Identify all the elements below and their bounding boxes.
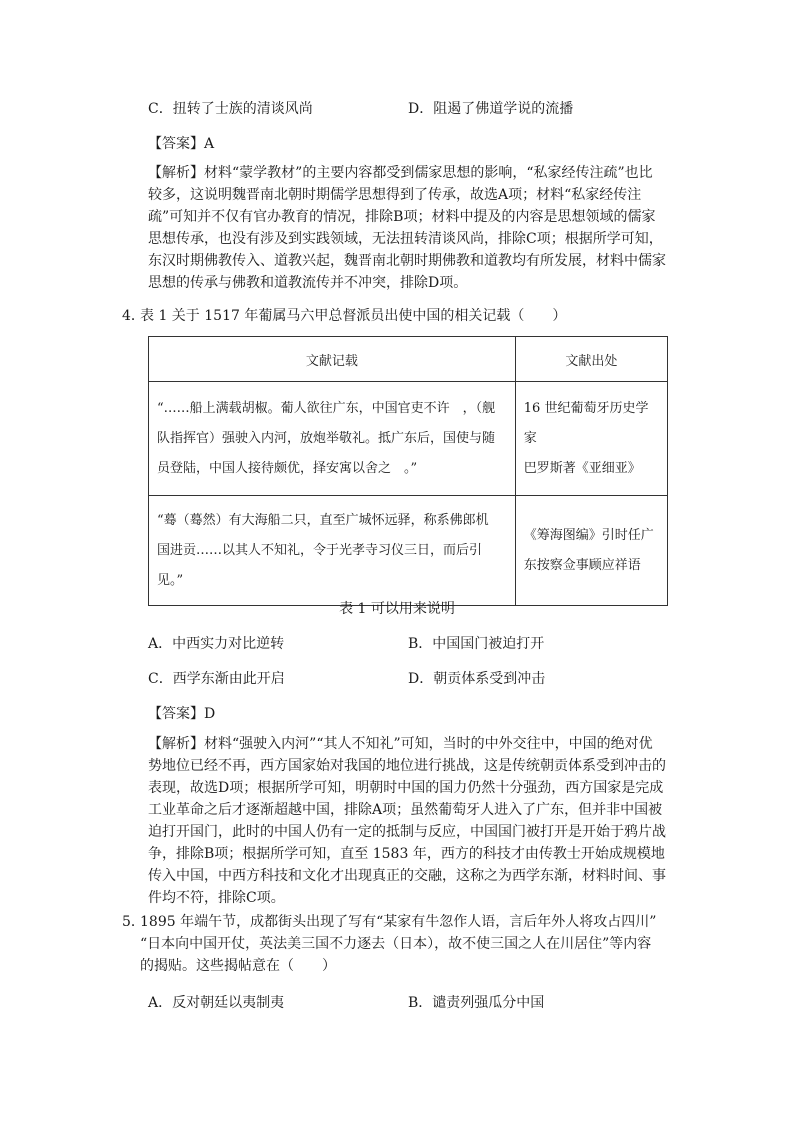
analysis-line: 件均不符，排除C项。: [148, 890, 285, 906]
table-row: [149, 496, 668, 606]
record-line: “……船上满载胡椒。葡人欲往广东，中国官吏不许 ，（舰: [157, 400, 496, 416]
q4-analysis: [148, 733, 668, 909]
q3-option-c[interactable]: [148, 98, 313, 118]
option-text: 中西实力对比逆转: [172, 636, 285, 652]
answer-value: D: [204, 706, 216, 722]
source-cell: [515, 496, 667, 606]
answer-label: 【答案】: [148, 706, 204, 722]
option-text: 西学东渐由此开启: [172, 671, 285, 687]
option-text: 阻遏了佛道学说的流播: [433, 101, 574, 117]
table-row: [149, 382, 668, 496]
source-line: 巴罗斯著《亚细亚》: [523, 460, 641, 476]
q3-option-d[interactable]: [408, 98, 573, 118]
q4-option-c[interactable]: [148, 668, 285, 688]
option-text: 谴责列强瓜分中国: [432, 995, 545, 1011]
analysis-line: 工业革命之后才逐渐超越中国，排除A项；虽然葡萄牙人进入了广东，但并非中国被: [148, 802, 663, 818]
q5-stem: [140, 911, 675, 977]
table-header-row: [149, 337, 668, 382]
option-letter: B．: [408, 636, 433, 652]
analysis-line: 传入中国，中西方科技和文化才出现真正的交融，这称之为西学东渐，材料时间、事: [148, 868, 666, 884]
q4-answer: [148, 703, 215, 723]
option-letter: C．: [148, 101, 173, 117]
option-letter: D．: [408, 101, 434, 117]
option-text: 扭转了士族的清谈风尚: [172, 101, 313, 117]
q4-option-a[interactable]: [148, 633, 284, 653]
record-cell: [149, 496, 516, 606]
analysis-line: 思想的传承与佛教和道教流传并不冲突，排除D项。: [148, 275, 468, 291]
analysis-line: 较多，这说明魏晋南北朝时期儒学思想得到了传承，故选A项；材料“私家经传注: [148, 187, 642, 203]
answer-label: 【答案】: [148, 136, 204, 152]
source-line: 16 世纪葡萄牙历史学家: [523, 400, 649, 446]
q3-analysis: [148, 162, 668, 294]
record-line: 见。”: [157, 572, 184, 588]
analysis-line: 争，排除B项；根据所学可知，直至 1583 年，西方的科技才由传教士开始成规模地: [148, 846, 665, 862]
analysis-line: 迫打开国门，此时的中国人仍有一定的抵制与反应，中国国门被打开是开始于鸦片战: [148, 824, 666, 840]
analysis-line: 东汉时期佛教传入、道教兴起，魏晋南北朝时期佛教和道教均有所发展，材料中儒家: [148, 253, 666, 269]
option-text: 反对朝廷以夷制夷: [172, 995, 285, 1011]
analysis-line: 思想传承，也没有涉及到实践领域，无法扭转清谈风尚，排除C项；根据所学可知，: [148, 231, 663, 247]
q4-stem: 表 1 关于 1517 年葡属马六甲总督派员出使中国的相关记载（ ）: [140, 308, 567, 324]
q4-source-table: [148, 336, 668, 606]
record-line: 员登陆，中国人接待颇优，择安寓以舍之 。”: [157, 460, 418, 476]
q4-number: 4．: [122, 308, 145, 324]
record-line: “蓦（蓦然）有大海船二只，直至广城怀远驿，称系佛郎机: [157, 512, 489, 528]
analysis-line: 势地位已经不再，西方国家始对我国的地位进行挑战，这是传统朝贡体系受到冲击的: [148, 758, 666, 774]
stem-line: 的揭贴。这些揭帖意在（ ）: [140, 958, 336, 974]
table-caption: 表 1 可以用来说明: [339, 601, 455, 617]
q3-answer: [148, 133, 214, 153]
option-letter: A．: [148, 636, 173, 652]
q5-option-a[interactable]: [148, 992, 284, 1012]
q4-option-b[interactable]: [408, 633, 544, 653]
option-letter: B．: [408, 995, 433, 1011]
analysis-line: 【解析】材料“蒙学教材”的主要内容都受到儒家思想的影响，“私家经传注疏”也比: [148, 165, 653, 181]
analysis-line: 表现，故选D项；根据所学可知，明朝时中国的国力仍然十分强劲，西方国家是完成: [148, 780, 664, 796]
stem-line: “日本向中国开仗，英法美三国不力逐去（日本），故不使三国之人在川居住”等内容: [140, 936, 652, 952]
stem-line: 1895 年端午节，成都街头出现了写有“某家有牛忽作人语，言后年外人将攻占四川”: [140, 914, 657, 930]
option-letter: C．: [148, 671, 173, 687]
source-line: 《筹海图编》引时任广: [523, 527, 654, 543]
option-text: 中国国门被迫打开: [432, 636, 545, 652]
table-header: 文献出处: [515, 337, 667, 382]
table-header: 文献记载: [149, 337, 516, 382]
option-text: 朝贡体系受到冲击: [433, 671, 546, 687]
answer-value: A: [204, 136, 215, 152]
q5-number: 5．: [122, 914, 145, 930]
record-line: 国进贡……以其人不知礼，令于光孝寺习仪三日，而后引: [157, 542, 483, 558]
option-letter: A．: [148, 995, 173, 1011]
source-cell: [515, 382, 667, 496]
q4-option-d[interactable]: [408, 668, 545, 688]
option-letter: D．: [408, 671, 434, 687]
q5-option-b[interactable]: [408, 992, 544, 1012]
analysis-line: 【解析】材料“强驶入内河”“其人不知礼”可知，当时的中外交往中，中国的绝对优: [148, 736, 653, 752]
analysis-line: 疏”可知并不仅有官办教育的情况，排除B项；材料中提及的内容是思想领域的儒家: [148, 209, 656, 225]
record-cell: [149, 382, 516, 496]
source-line: 东按察佥事顾应祥语: [523, 557, 641, 573]
record-line: 队指挥官）强驶入内河，放炮举敬礼。抵广东后，国使与随: [157, 430, 496, 446]
